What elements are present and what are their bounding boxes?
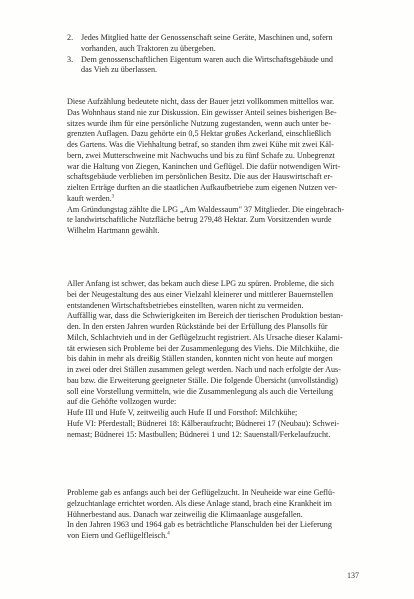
paragraph-early-problems [67, 279, 357, 440]
text-line: soll eine Vorstellung vermitteln, wie die Zusammenlegung als auch die Verteilung [67, 386, 334, 396]
text-line: auf die Gehöfte vollzogen wurde: [67, 397, 177, 407]
list-item-line: Dem genossenschaftlichen Eigentum waren auch die Wirtschaftsgebäude und [81, 54, 333, 64]
text-line: Wilhelm Hartmann gewählt. [67, 226, 160, 235]
text-line: war die Haltung von Ziegen, Kaninchen und Geflügel. Die dafür notwendigen Wirt- [67, 161, 341, 171]
paragraph-poultry [67, 488, 357, 542]
text-line: sitzes wurde ihm für eine persönliche Nutzung zugestanden, wenn auch unter be- [67, 118, 331, 128]
text-line: zielten Erträge durften an die staatlichen Aufkaufbetriebe zum eigenen Nutzen ver- [67, 183, 338, 192]
text-line: Probleme gab es anfangs auch bei der Geflügelzucht. In Neuheide war eine Geflü- [67, 488, 335, 497]
list-item-number: 2. [67, 33, 74, 42]
list-item [67, 33, 357, 55]
text-line: des Gartens. Was die Viehhaltung betraf, so standen ihm zwei Kühe mit zwei Käl- [67, 140, 334, 149]
footnote-marker: 4 [167, 531, 170, 537]
text-line: Hühnerbestand aus. Danach war zeitweilig die Klimaanlage ausgefallen. [67, 509, 303, 519]
text-line: Hufe III und Hufe V, zeitweilig auch Hufe II und Forsthof: Milchkühe; [67, 408, 298, 417]
list-item-line: das Vieh zu überlassen. [81, 65, 158, 75]
text-line: bern, zwei Mutterschweine mit Nachwuchs und bis zu fünf Schafe zu. Unbegrenzt [67, 150, 335, 160]
list-item [67, 55, 357, 77]
text-line: Am Gründungstag zählte die LPG „Am Waldessaum" 37 Mitglieder. Die eingebrach- [67, 204, 345, 214]
list-item-line: Jedes Mitglied hatte der Genossenschaft seine Geräte, Maschinen und, sofern [81, 33, 333, 42]
text-line: grenzten Auflagen. Dazu gehörte ein 0,5 Hektar großes Ackerland, einschließlich [67, 129, 331, 139]
numbered-list [67, 33, 357, 76]
text-line: tät erwiesen sich Probleme bei der Zusammenlegung des Viehs. Die Milchkühe, die [67, 343, 340, 353]
text-fragment: von Eiern und Geflügelfleisch. [67, 531, 168, 540]
text-line: In den Jahren 1963 und 1964 gab es beträchtliche Planschulden bei der Lieferung [67, 520, 332, 530]
text-line: entstandenen Wirtschaftsbetriebes einstellten, waren nicht zu vermeiden. [67, 300, 304, 310]
text-line: Hufe VI: Pferdestall; Büdnerei 18: Kälberaufzucht; Büdnerei 17 (Neubau): Schwei- [67, 418, 340, 428]
text-line: Diese Aufzählung bedeutete nicht, dass der Bauer jetzt vollkommen mittellos war. [67, 97, 335, 106]
text-line: gelzuchtanlage errichtet worden. Als diese Anlage stand, brach eine Krankheit im [67, 498, 332, 508]
text-line: bei der Neugestaltung des aus einer Vielzahl kleinerer und mittlerer Bauernstellen [67, 289, 334, 299]
footnote-marker: 3 [111, 194, 115, 200]
text-fragment: kauft werden. [67, 193, 112, 203]
text-line: bis dahin in mehr als dreißig Ställen standen, konnten nicht von heute auf morgen [67, 354, 333, 364]
text-line: nemast; Büdnerei 15: Mastbullen; Büdnerei 1 und 12: Sauenstall/Ferkelaufzucht. [67, 429, 331, 439]
text-line: te landwirtschaftliche Nutzfläche betrug 279,48 Hektar. Zum Vorsitzenden wurde [67, 215, 332, 225]
text-line: bau bzw. die Erweiterung geeigneter Ställe. Die folgende Übersicht (unvollständig) [67, 375, 338, 385]
text-line: Auffällig war, dass die Schwierigkeiten im Bereich der tierischen Produktion bestan- [67, 311, 343, 321]
text-line: den. In den ersten Jahren wurden Rückstände bei der Erfüllung des Plansolls für [67, 322, 328, 331]
page-number: 137 [347, 571, 359, 580]
list-item-number: 3. [67, 54, 74, 64]
paragraph-property-rules [67, 97, 357, 237]
text-line: Das Wohnhaus stand nie zur Diskussion. Ein gewisser Anteil seines bisherigen Be- [67, 107, 337, 117]
text-line: Aller Anfang ist schwer, das bekam auch diese LPG zu spüren. Probleme, die sich [67, 279, 334, 288]
text-line [67, 194, 357, 205]
text-line: in zwei oder drei Ställen zusammen gelegt werden. Nach und nach erfolgte der Aus- [67, 365, 341, 374]
list-item-line: vorhanden, auch Traktoren zu übergeben. [81, 43, 216, 53]
text-line [67, 531, 357, 542]
text-line: schaftsgebäude verblieben im persönlichen Besitz. Die aus der Hauswirtschaft er- [67, 172, 333, 182]
text-line: Milch, Schlachtvieh und in der Geflügelzucht registriert. Als Ursache dieser Kalami- [67, 332, 343, 342]
